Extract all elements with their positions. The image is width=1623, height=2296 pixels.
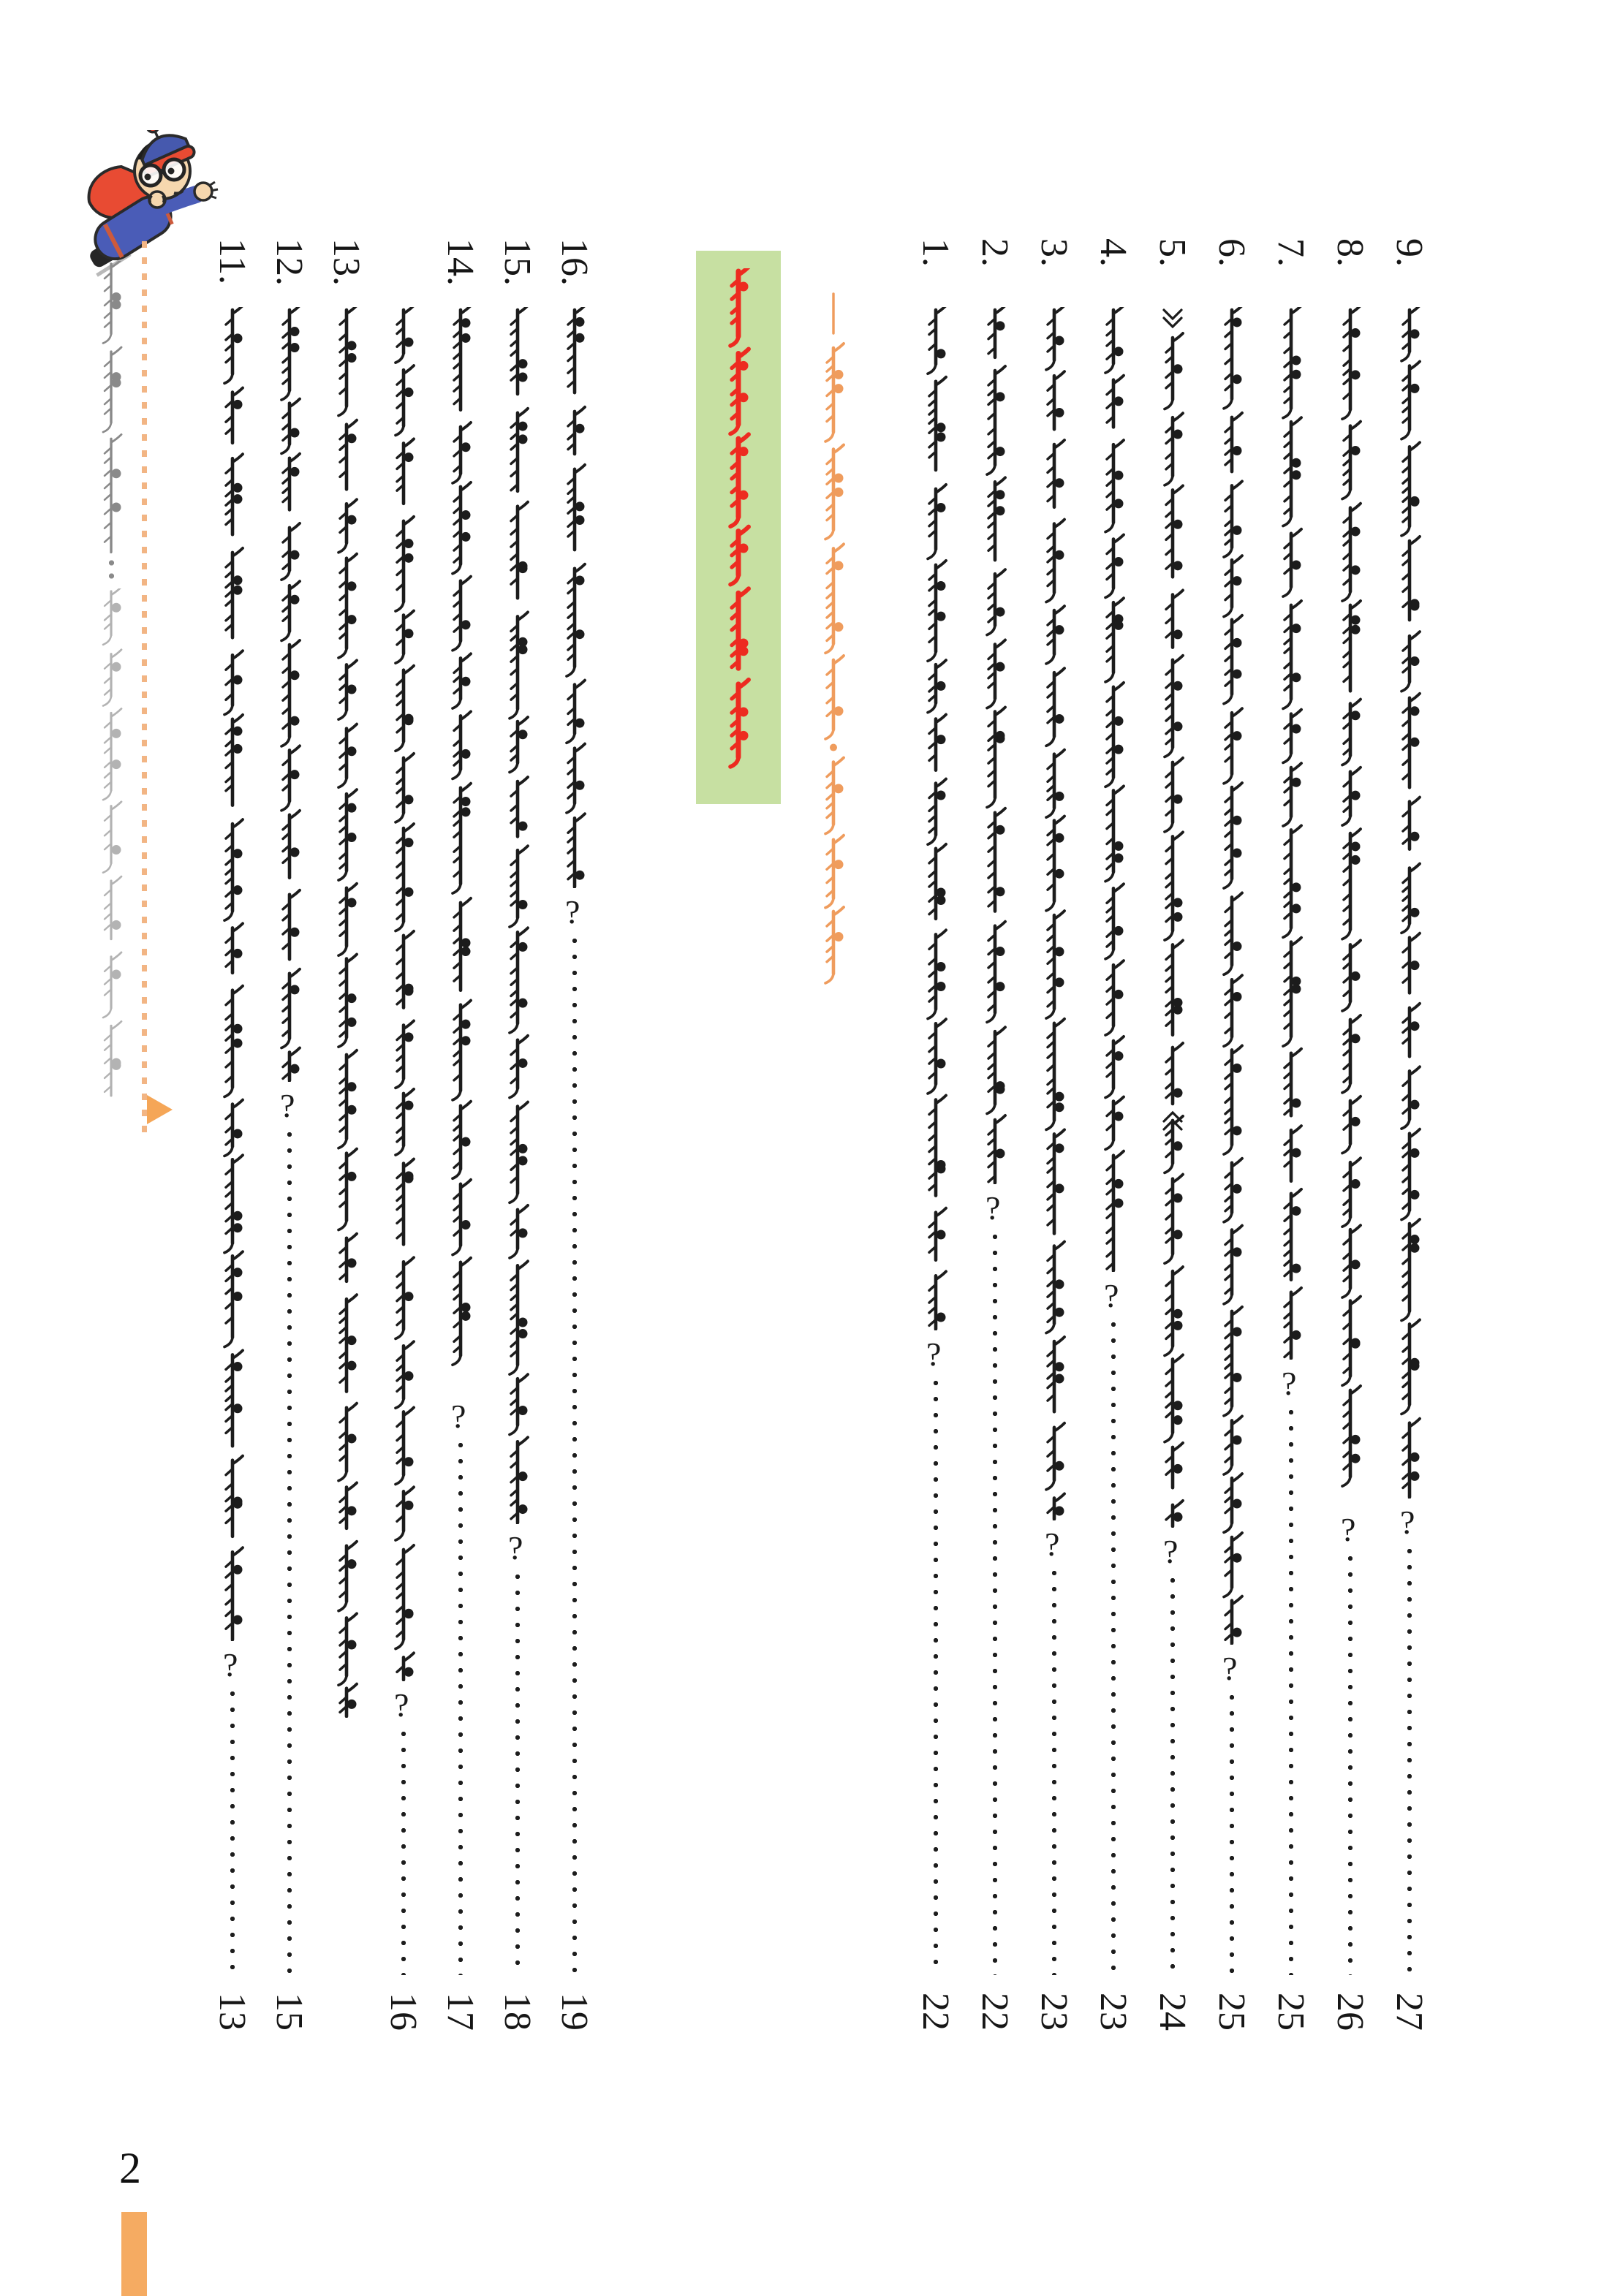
section-header — [696, 251, 781, 804]
toc-entry-number: 15. — [496, 238, 538, 286]
mongolian-text-line — [89, 261, 133, 553]
toc-entry-text-column — [268, 307, 311, 1086]
toc-entry-number: 6. — [1211, 238, 1252, 267]
mongolian-text-line — [439, 307, 483, 1393]
question-mark: ? — [1045, 1526, 1060, 1563]
question-mark: ? — [223, 1646, 238, 1683]
mongolian-text-line — [716, 268, 760, 787]
dot-leader — [571, 936, 578, 1975]
question-mark: ? — [1341, 1511, 1356, 1548]
dot-leader — [932, 1379, 939, 1975]
toc-entry-page-number: 24 — [1151, 1993, 1193, 2031]
dot-leader — [1051, 1569, 1058, 1975]
question-mark: ? — [394, 1686, 409, 1724]
dot-leader — [1287, 1408, 1295, 1975]
dot-leader — [1169, 1576, 1176, 1975]
footer-accent-bar — [121, 2212, 147, 2296]
toc-entry-text-column — [1388, 307, 1431, 1502]
toc-entry-number: 16. — [553, 238, 595, 286]
mongolian-text-line — [1388, 307, 1431, 1499]
dot-leader — [457, 1441, 464, 1975]
dot-leader — [1110, 1320, 1117, 1975]
mongolian-text-line — [1151, 307, 1195, 1528]
mongolian-text-line — [914, 307, 958, 1330]
question-mark: ? — [926, 1335, 942, 1373]
toc-entry-text-column — [973, 307, 1017, 1188]
toc-entry-page-number: 23 — [1033, 1993, 1075, 2031]
toc-entry-page-number: 25 — [1211, 1993, 1252, 2031]
dot-leader — [514, 1572, 521, 1975]
dot-leader — [400, 1729, 407, 1975]
margin-note-dark-text — [89, 261, 133, 557]
mascot-flying-boy-icon — [86, 130, 222, 280]
toc-entry-text-column — [211, 307, 254, 1645]
toc-entry-page-number: 26 — [1329, 1993, 1371, 2031]
question-mark: ? — [1400, 1504, 1415, 1541]
question-mark: ? — [565, 893, 580, 931]
question-mark: ? — [985, 1189, 1001, 1227]
question-mark: ? — [1163, 1533, 1179, 1570]
mongolian-colon-mark — [108, 559, 115, 584]
dot-leader — [229, 1689, 236, 1975]
mongolian-text-line — [382, 307, 425, 1681]
toc-entry-text-column — [496, 307, 540, 1528]
margin-note-light-text — [89, 588, 133, 1133]
mongolian-text-line — [1210, 307, 1254, 1645]
toc-entry-page-number: 19 — [553, 1993, 595, 2031]
section-subtitle-text — [812, 291, 855, 989]
toc-entry-text-column — [553, 307, 597, 892]
toc-entry-number: 9. — [1388, 238, 1430, 267]
toc-entry-page-number: 15 — [268, 1993, 310, 2031]
toc-entry-page-number: 17 — [439, 1993, 481, 2031]
toc-entry-number: 13. — [325, 238, 367, 286]
toc-entry-page-number: 22 — [915, 1993, 956, 2031]
toc-entry-number: 7. — [1270, 238, 1312, 267]
toc-entry-text-column — [1092, 307, 1135, 1276]
toc-entry-page-number: 22 — [974, 1993, 1015, 2031]
question-mark: ? — [280, 1087, 295, 1124]
toc-entry-text-column — [439, 307, 483, 1396]
toc-entry-text-column — [1210, 307, 1254, 1648]
mongolian-text-line — [553, 307, 597, 888]
toc-entry-number: 5. — [1151, 238, 1193, 267]
arrow-triangle-icon — [147, 1095, 173, 1124]
toc-entry-number: 12. — [268, 238, 310, 286]
dot-leader — [1347, 1554, 1354, 1975]
mongolian-text-line — [973, 307, 1017, 1184]
question-mark: ? — [508, 1529, 523, 1566]
question-mark: ? — [451, 1398, 466, 1435]
toc-entry-number: 1. — [915, 238, 956, 267]
mongolian-text-line — [1328, 307, 1372, 1506]
toc-entry-page-number: 18 — [496, 1993, 538, 2031]
footer-page-number: 2 — [119, 2144, 141, 2192]
mongolian-text-line — [89, 588, 133, 1129]
mongolian-text-line — [812, 291, 855, 985]
question-mark: ? — [1282, 1365, 1297, 1402]
mongolian-text-line — [1269, 307, 1313, 1360]
toc-entry-page-number: 16 — [382, 1993, 424, 2031]
mongolian-text-line — [496, 307, 540, 1524]
toc-entry-number: 11. — [211, 238, 253, 285]
toc-entry-number: 2. — [974, 238, 1015, 267]
toc-entry-text-column — [1151, 307, 1195, 1531]
toc-entry-number: 8. — [1329, 238, 1371, 267]
toc-entry-text-column — [914, 307, 958, 1334]
toc-entry-number: 3. — [1033, 238, 1075, 267]
toc-entry-text-column — [325, 307, 368, 1721]
dashed-divider-line — [142, 241, 147, 1137]
dot-leader — [991, 1232, 999, 1975]
toc-entry-page-number: 25 — [1270, 1993, 1312, 2031]
mongolian-text-line — [1092, 307, 1135, 1272]
dot-leader — [286, 1130, 293, 1975]
toc-entry-text-column — [1328, 307, 1372, 1509]
toc-entry-number: 4. — [1092, 238, 1134, 267]
toc-entry-text-column — [1032, 307, 1076, 1524]
toc-entry-page-number: 27 — [1388, 1993, 1430, 2031]
section-header-title-text — [716, 268, 760, 791]
mongolian-text-line — [1032, 307, 1076, 1520]
mongolian-text-line — [325, 307, 368, 1718]
toc-entry-text-column — [382, 307, 425, 1685]
toc-entry-text-column — [1269, 307, 1313, 1363]
mongolian-text-line — [268, 307, 311, 1082]
dot-leader — [1228, 1693, 1236, 1975]
toc-entry-page-number: 13 — [211, 1993, 253, 2031]
mongolian-text-line — [211, 307, 254, 1641]
toc-entry-page-number: 23 — [1092, 1993, 1134, 2031]
toc-entry-number: 14. — [439, 238, 481, 286]
question-mark: ? — [1222, 1650, 1238, 1687]
dot-leader — [1406, 1547, 1413, 1975]
question-mark: ? — [1104, 1277, 1119, 1314]
